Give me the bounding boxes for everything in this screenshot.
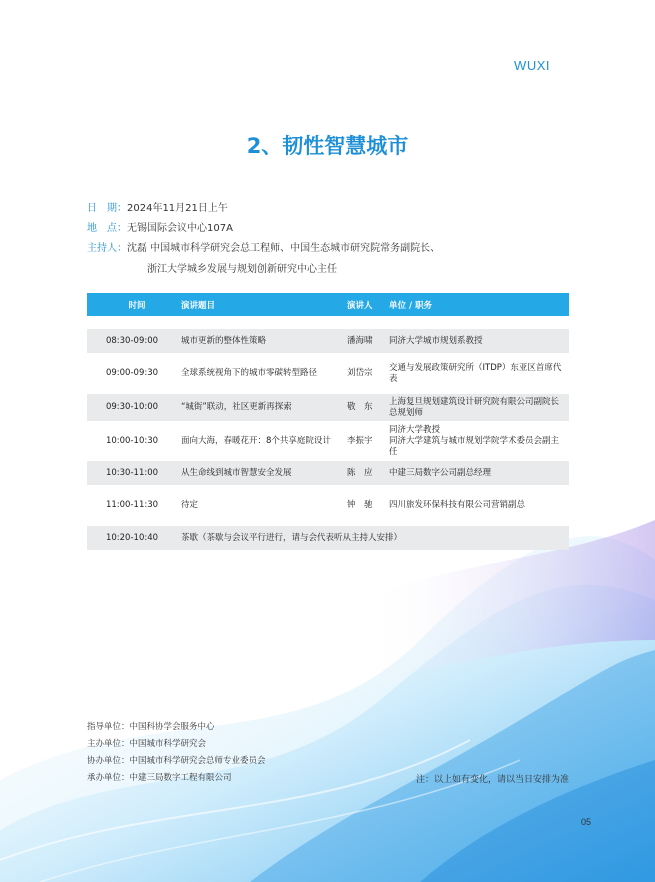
row-topic: 城市更新的整体性策略	[175, 329, 341, 353]
row-time: 09:00-09:30	[105, 368, 159, 378]
table-header-row	[87, 293, 569, 316]
table-row	[87, 421, 569, 461]
row-affiliation	[383, 461, 569, 485]
row-topic: 全球系统视角下的城市零碳转型路径	[181, 368, 318, 378]
date-value: 2024年11月21日上午	[127, 203, 228, 214]
brand-label: WUXI	[514, 58, 550, 73]
row-affiliation	[383, 329, 569, 353]
row-affiliation-line1: 中建三局数字公司副总经理	[389, 467, 492, 478]
footer-host-unit: 主办单位：中国城市科学研究会	[87, 739, 207, 749]
table-row	[87, 329, 569, 353]
row-time: 10:00-10:30	[105, 435, 159, 446]
row-speaker: 钟 驰	[347, 500, 373, 510]
table-row	[87, 485, 569, 526]
place-value: 无锡国际会议中心107A	[127, 223, 233, 234]
info-place	[87, 222, 233, 236]
tea-time: 10:20-10:40	[87, 526, 175, 550]
schedule-note: 注：以上如有变化，请以当日安排为准	[415, 775, 569, 785]
page-title: 2、韧性智慧城市	[246, 134, 409, 158]
row-topic: 从生命线到城市智慧安全发展	[175, 461, 341, 485]
table-row	[87, 353, 569, 394]
header-speaker: 演讲人	[341, 293, 383, 316]
date-label: 日 期：	[87, 203, 127, 214]
row-speaker: 李振宇	[347, 435, 373, 446]
row-affiliation-line1: 同济大学教授	[389, 424, 441, 435]
table-row-tea-break	[87, 526, 569, 550]
row-affiliation	[383, 394, 569, 421]
row-topic: 待定	[181, 500, 199, 510]
host-label: 主持人：	[87, 243, 127, 254]
tea-text: 茶歇（茶歇与会议平行进行，请与会代表听从主持人安排）	[175, 526, 569, 550]
host-value-line2: 浙江大学城乡发展与规划创新研究中心主任	[147, 264, 337, 275]
row-speaker: 刘岱宗	[347, 368, 373, 378]
row-speaker: 陈 应	[341, 461, 383, 485]
table-row	[87, 394, 569, 421]
row-affiliation	[383, 353, 569, 394]
row-affiliation-line1: 交通与发展政策研究所（ITDP）东亚区首席代表	[389, 362, 562, 384]
footer-co-unit: 协办单位：中国城市科学研究会总师专业委员会	[87, 756, 266, 766]
row-speaker: 敬 东	[341, 394, 383, 421]
footer-organizer-unit: 承办单位：中建三局数字工程有限公司	[87, 773, 232, 783]
header-topic: 演讲题目	[175, 293, 341, 316]
row-affiliation-line1: 四川旅发环保科技有限公司营销副总	[389, 500, 526, 510]
row-affiliation-line2: 总规划师	[389, 407, 424, 418]
row-time: 09:30-10:00	[87, 394, 175, 421]
row-speaker: 潘海啸	[341, 329, 383, 353]
row-affiliation-line1: 上海复旦规划建筑设计研究院有限公司副院长	[389, 396, 560, 407]
row-topic: “城街”联动，社区更新再探索	[175, 394, 341, 421]
row-affiliation-line1: 同济大学城市规划系教授	[389, 335, 483, 346]
host-value-line1: 沈磊 中国城市科学研究会总工程师、中国生态城市研究院常务副院长、	[127, 243, 441, 254]
row-time: 08:30-09:00	[87, 329, 175, 353]
page-number: 05	[580, 817, 591, 827]
info-host	[87, 242, 440, 256]
row-topic: 面向大海，春暖花开：8个共享庭院设计	[181, 435, 331, 446]
row-affiliation	[383, 421, 569, 461]
schedule-table	[87, 293, 569, 550]
header-time: 时间	[87, 293, 175, 316]
table-row	[87, 461, 569, 485]
row-affiliation-line2: 同济大学建筑与城市规划学院学术委员会副主任	[389, 435, 560, 457]
place-label: 地 点：	[87, 223, 127, 234]
footer-guide-unit: 指导单位：中国科协学会服务中心	[87, 722, 215, 732]
row-time: 10:30-11:00	[87, 461, 175, 485]
row-affiliation	[383, 485, 569, 526]
info-date	[87, 202, 228, 216]
header-affiliation: 单位 / 职务	[383, 293, 569, 316]
row-time: 11:00-11:30	[105, 500, 159, 510]
